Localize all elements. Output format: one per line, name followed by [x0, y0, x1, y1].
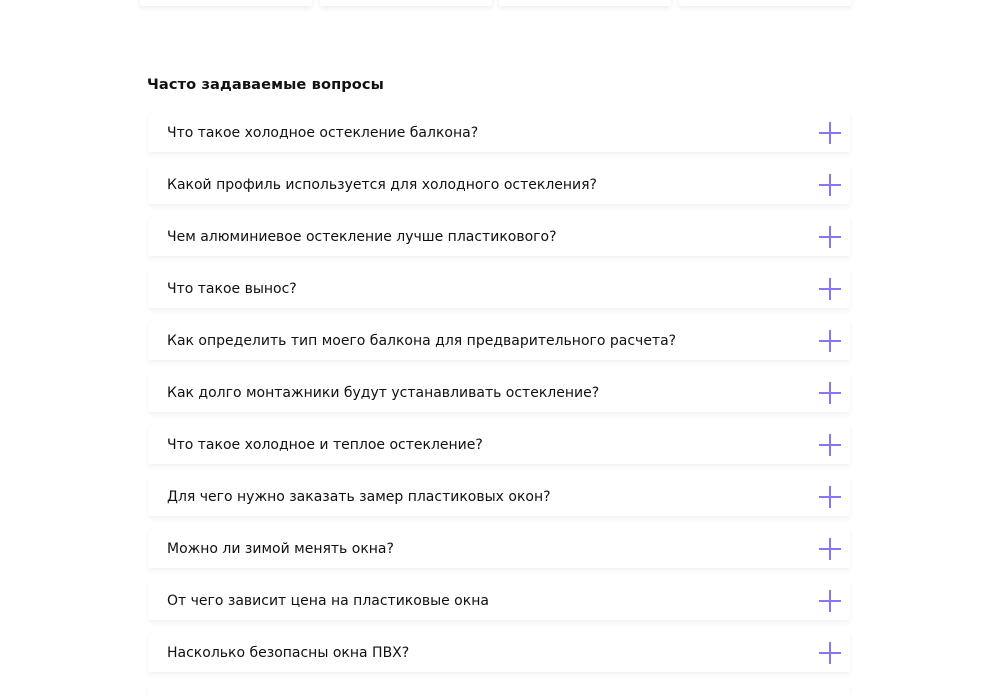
plus-icon[interactable] — [819, 226, 841, 248]
plus-icon[interactable] — [819, 174, 841, 196]
faq-item[interactable] — [148, 322, 850, 360]
faq-item[interactable] — [148, 582, 850, 620]
plus-icon[interactable] — [819, 330, 841, 352]
plus-icon[interactable] — [819, 486, 841, 508]
card-bottom-edge — [320, 0, 492, 6]
card-bottom-edge — [140, 0, 312, 6]
faq-item[interactable] — [148, 166, 850, 204]
faq-item-partial[interactable] — [148, 686, 850, 694]
faq-item[interactable] — [148, 530, 850, 568]
faq-question: От чего зависит цена на пластиковые окна — [167, 593, 489, 609]
card-bottom-edge — [679, 0, 851, 6]
faq-question: Какой профиль используется для холодного остекления? — [167, 177, 597, 193]
faq-item[interactable] — [148, 374, 850, 412]
faq-question: Что такое холодное и теплое остекление? — [167, 437, 483, 453]
previous-section-cards — [140, 0, 854, 7]
plus-icon[interactable] — [819, 590, 841, 612]
plus-icon[interactable] — [819, 434, 841, 456]
faq-question: Как долго монтажники будут устанавливать остекление? — [167, 385, 600, 401]
plus-icon[interactable] — [819, 278, 841, 300]
faq-question: Как определить тип моего балкона для предварительного расчета? — [167, 333, 677, 349]
faq-question: Для чего нужно заказать замер пластиковых окон? — [167, 489, 551, 505]
faq-item[interactable] — [148, 478, 850, 516]
faq-question: Насколько безопасны окна ПВХ? — [167, 645, 410, 661]
plus-icon[interactable] — [819, 122, 841, 144]
faq-question: Можно ли зимой менять окна? — [167, 541, 394, 557]
faq-item[interactable] — [148, 218, 850, 256]
faq-item[interactable] — [148, 114, 850, 152]
faq-question: Что такое вынос? — [167, 281, 297, 297]
plus-icon[interactable] — [819, 382, 841, 404]
card-bottom-edge — [499, 0, 671, 6]
faq-question: Что такое холодное остекление балкона? — [167, 125, 479, 141]
faq-list — [148, 114, 850, 686]
faq-question: Чем алюминиевое остекление лучше пластикового? — [167, 229, 557, 245]
plus-icon[interactable] — [819, 538, 841, 560]
faq-section-title: Часто задаваемые вопросы — [147, 76, 384, 93]
faq-item[interactable] — [148, 426, 850, 464]
plus-icon[interactable] — [819, 642, 841, 664]
faq-item[interactable] — [148, 270, 850, 308]
faq-item[interactable] — [148, 634, 850, 672]
